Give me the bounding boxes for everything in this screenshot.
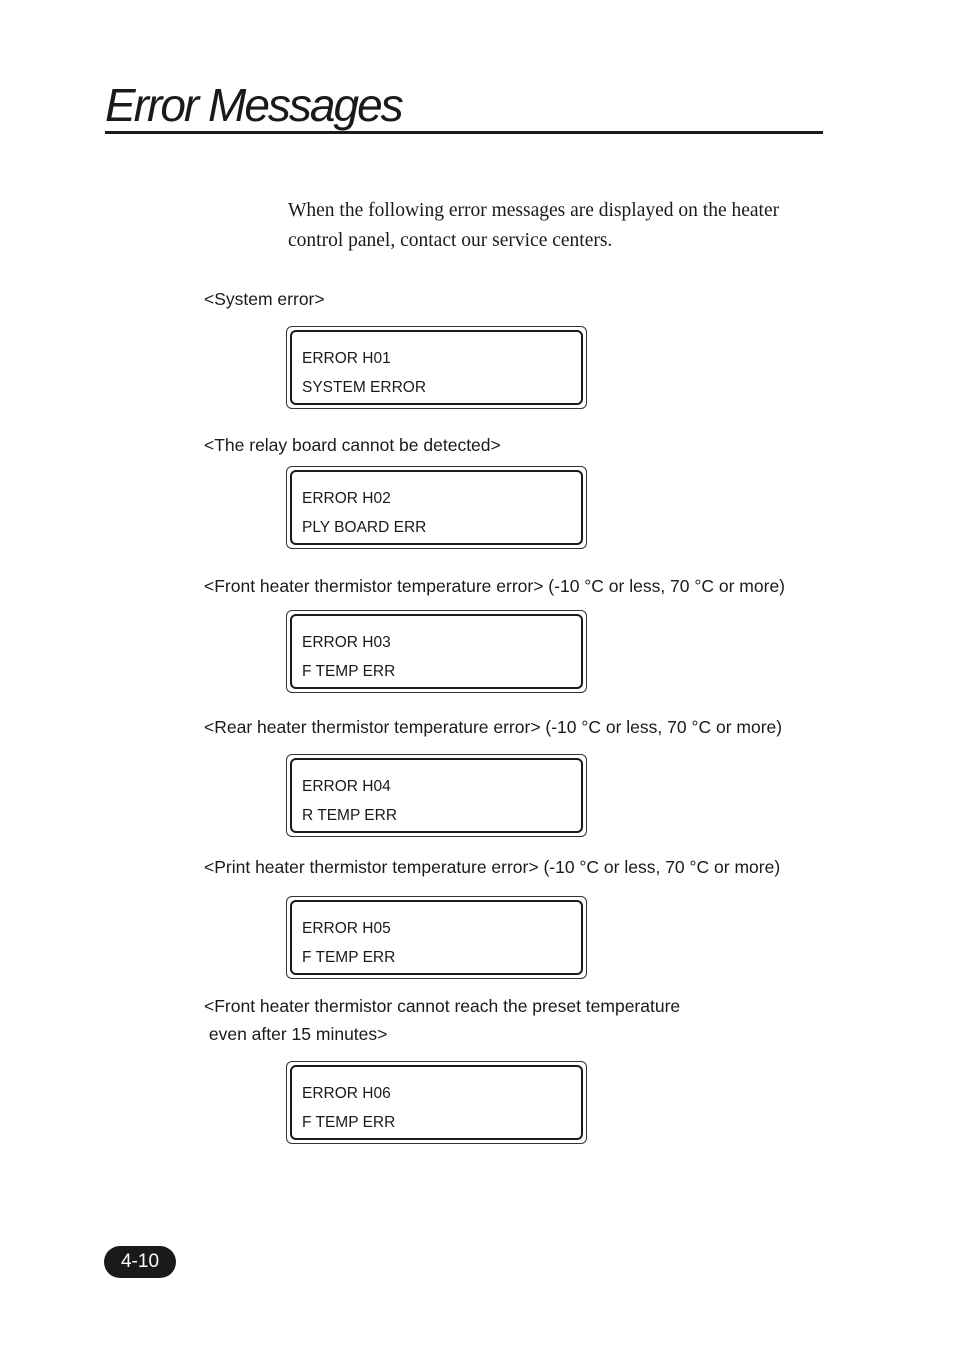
lcd-display-h06 [286,1061,587,1144]
error-heading-line: <System error> [204,289,325,309]
lcd-screen [290,758,583,833]
error-heading-line: <Front heater thermistor cannot reach the preset temperature [204,996,681,1016]
lcd-screen [290,614,583,689]
lcd-error-code: ERROR H02 [302,490,391,507]
lcd-screen [290,900,583,975]
lcd-display-h01 [286,326,587,409]
page-number-badge: 4-10 [104,1246,176,1278]
lcd-screen [290,1065,583,1140]
error-heading-h04 [204,713,782,741]
error-heading-h02 [204,431,501,459]
lcd-error-code: ERROR H05 [302,920,391,937]
intro-line: control panel, contact our service centers. [288,230,613,251]
error-heading-line: <The relay board cannot be detected> [204,435,501,455]
error-heading-h03 [204,572,785,600]
error-heading-h01 [204,285,325,313]
lcd-error-code: ERROR H03 [302,634,391,651]
lcd-screen [290,470,583,545]
lcd-error-message: F TEMP ERR [302,949,396,966]
lcd-error-code: ERROR H06 [302,1085,391,1102]
lcd-display-h02 [286,466,587,549]
lcd-screen [290,330,583,405]
page-title: Error Messages [105,79,402,131]
error-heading-line: <Front heater thermistor temperature error> (-10 °C or less, 70 °C or more) [204,576,786,596]
lcd-display-h05 [286,896,587,979]
error-heading-h06 [204,992,680,1048]
lcd-error-message: PLY BOARD ERR [302,519,427,536]
intro-paragraph [288,196,828,256]
title-divider [105,131,823,134]
error-heading-h05 [204,853,780,881]
error-heading-line: even after 15 minutes> [204,1024,388,1044]
intro-line: When the following error messages are displayed on the heater [288,200,780,221]
lcd-display-h04 [286,754,587,837]
lcd-error-message: F TEMP ERR [302,1114,396,1131]
lcd-error-code: ERROR H01 [302,350,391,367]
lcd-error-message: R TEMP ERR [302,807,398,824]
error-heading-line: <Print heater thermistor temperature error> (-10 °C or less, 70 °C or more) [204,857,781,877]
lcd-error-code: ERROR H04 [302,778,391,795]
lcd-error-message: SYSTEM ERROR [302,379,427,396]
lcd-error-message: F TEMP ERR [302,663,396,680]
lcd-display-h03 [286,610,587,693]
error-heading-line: <Rear heater thermistor temperature error> (-10 °C or less, 70 °C or more) [204,717,783,737]
